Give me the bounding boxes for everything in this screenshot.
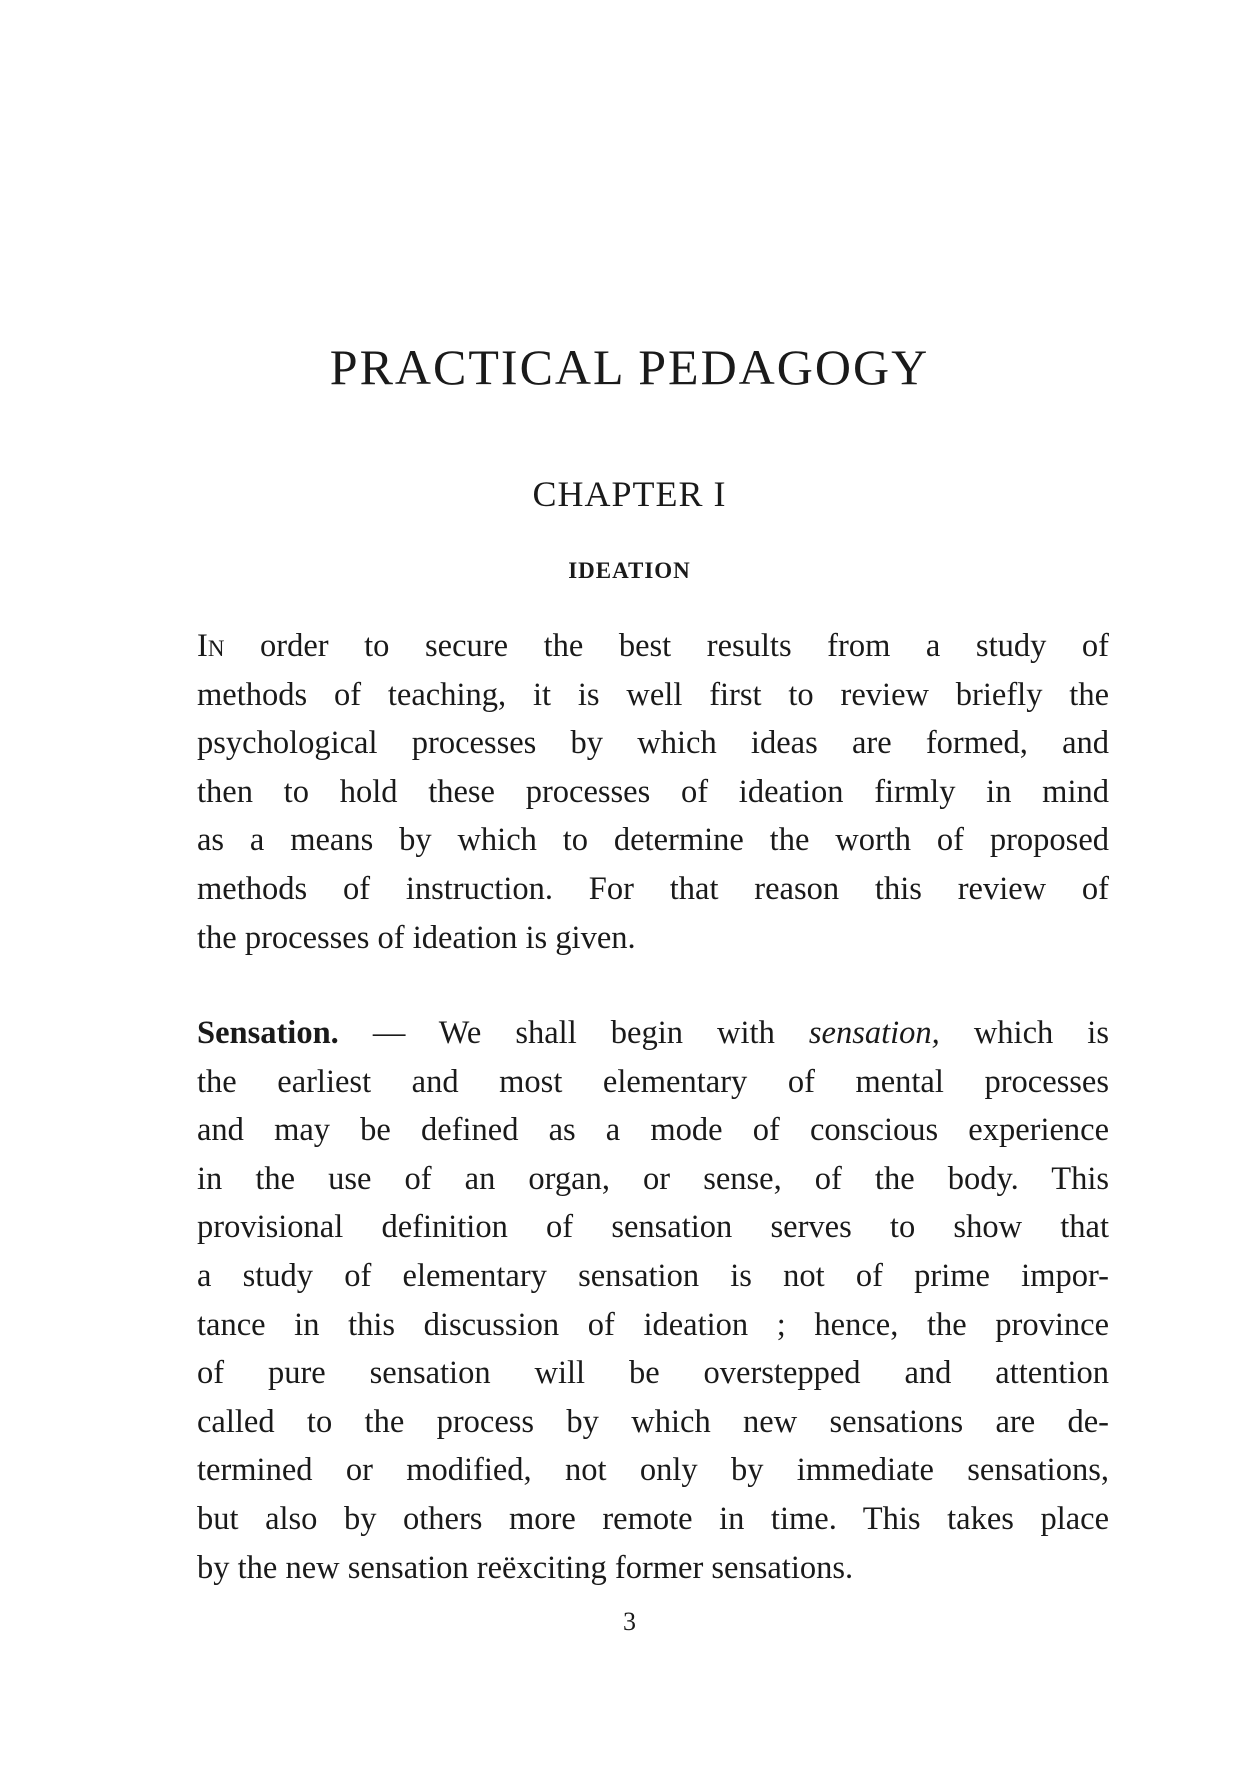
paragraph-line: methods of instruction. For that reason this review of [197,870,1109,907]
book-title: PRACTICAL PEDAGOGY [329,339,930,395]
chapter-heading: CHAPTER I [532,474,727,514]
paragraph-line-text: which is [939,1015,1109,1051]
paragraph-line: as a means by which to determine the worth of proposed [197,822,1109,859]
opening-word: In [197,628,225,664]
paragraph-line-text: order to secure the best results from a study of [224,628,1109,664]
paragraph-line: then to hold these processes of ideation firmly in mind [197,773,1109,810]
chapter-title: IDEATION [568,558,691,583]
paragraph-intro [197,622,1109,962]
paragraph-line: by the new sensation reëxciting former sensations. [197,1549,854,1586]
paragraph-line: termined or modified, not only by immediate sensations, [197,1452,1109,1489]
paragraph-line: called to the process by which new sensations are de- [197,1403,1109,1440]
paragraph-line: provisional definition of sensation serves to show that [197,1209,1109,1246]
paragraph-line: a study of elementary sensation is not of prime impor- [197,1257,1109,1294]
paragraph-line: but also by others more remote in time. This takes place [197,1500,1109,1537]
paragraph-line: the processes of ideation is given. [197,919,636,956]
paragraph-line: psychological processes by which ideas are formed, and [197,725,1109,762]
paragraph-line [197,622,1109,671]
paragraph-line-text: — We shall begin with [338,1015,809,1051]
paragraph-line: tance in this discussion of ideation ; hence, the province [197,1306,1109,1343]
page-number: 3 [623,1607,636,1636]
paragraph-sensation [197,1009,1109,1592]
paragraph-line [197,1009,1109,1058]
section-heading: Sensation. [197,1015,339,1051]
emphasis-term: sensation, [808,1015,940,1051]
paragraph-line: the earliest and most elementary of mental processes [197,1063,1109,1100]
paragraph-line: and may be defined as a mode of conscious experience [197,1112,1109,1149]
paragraph-line: of pure sensation will be overstepped and attention [197,1355,1109,1392]
paragraph-line: in the use of an organ, or sense, of the body. This [197,1160,1109,1197]
paragraph-line: methods of teaching, it is well first to review briefly the [197,676,1109,713]
